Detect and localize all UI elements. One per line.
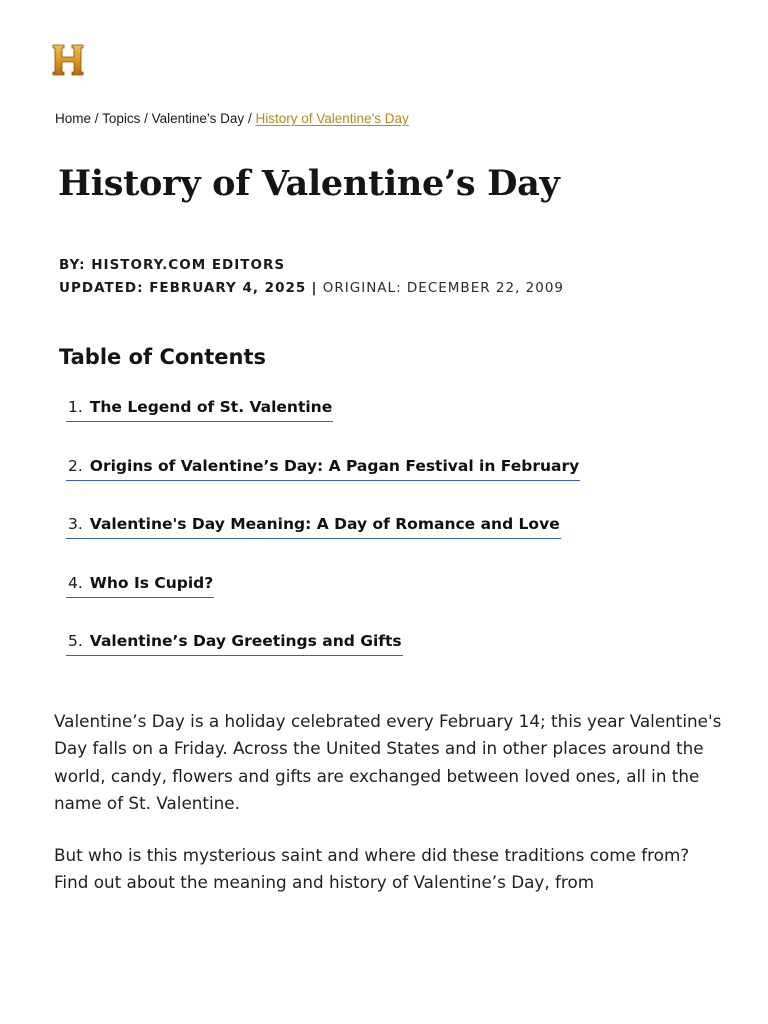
toc-item <box>66 515 580 574</box>
toc-heading: Table of Contents <box>59 345 267 369</box>
breadcrumb-topics[interactable]: Topics <box>102 111 141 126</box>
toc-entry[interactable] <box>66 398 333 422</box>
updated-date: UPDATED: FEBRUARY 4, 2025 <box>59 280 307 296</box>
toc-link-meaning[interactable]: Valentine's Day Meaning: A Day of Romance and Love <box>89 515 560 533</box>
article-paragraph: Valentine’s Day is a holiday celebrated every February 14; this year Valentine's Day falls on a Friday. Across the United States and in other places around the world, candy, flowers and gifts are exchanged between loved ones, all in the name of St. Valentine. <box>54 711 722 813</box>
toc-number: 1. <box>68 398 83 416</box>
breadcrumb-valentines-day[interactable]: Valentine’s Day <box>151 111 245 126</box>
article-paragraph: But who is this mysterious saint and where did these traditions come from? Find out about the meaning and history of Valentine’s Day, from <box>54 845 690 893</box>
toc-entry[interactable] <box>66 574 214 598</box>
author-line: BY: HISTORY.COM EDITORS <box>59 257 286 273</box>
toc-number: 4. <box>68 573 83 592</box>
toc-number: 3. <box>68 515 83 533</box>
date-line <box>59 277 564 300</box>
toc-entry[interactable] <box>66 457 580 481</box>
article-body <box>54 708 724 922</box>
toc-link-origins[interactable]: Origins of Valentine’s Day: A Pagan Festival in February <box>89 456 580 475</box>
breadcrumb-separator: / <box>94 111 99 126</box>
toc-item <box>66 398 580 457</box>
breadcrumb-separator: / <box>144 111 148 126</box>
toc-entry[interactable] <box>66 515 561 539</box>
toc-number: 5. <box>68 632 83 650</box>
original-date: ORIGINAL: DECEMBER 22, 2009 <box>322 280 565 296</box>
date-divider: | <box>311 280 318 296</box>
toc-entry[interactable] <box>66 632 403 656</box>
toc-link-legend-of-st-valentine[interactable]: The Legend of St. Valentine <box>89 398 333 416</box>
byline <box>59 254 564 300</box>
breadcrumb-separator: / <box>247 111 252 126</box>
table-of-contents <box>66 398 580 691</box>
breadcrumb-current[interactable]: History of Valentine’s Day <box>255 111 409 126</box>
toc-item <box>66 632 580 691</box>
breadcrumb-home[interactable]: Home <box>55 111 92 126</box>
toc-item <box>66 457 580 516</box>
toc-link-greetings-and-gifts[interactable]: Valentine’s Day Greetings and Gifts <box>89 632 402 650</box>
history-logo[interactable] <box>50 42 86 78</box>
toc-link-who-is-cupid[interactable]: Who Is Cupid? <box>89 573 214 592</box>
page-title: History of Valentine’s Day <box>58 163 560 204</box>
breadcrumb <box>55 111 409 126</box>
toc-item <box>66 574 580 633</box>
toc-number: 2. <box>68 456 83 475</box>
history-logo-icon <box>50 42 86 78</box>
